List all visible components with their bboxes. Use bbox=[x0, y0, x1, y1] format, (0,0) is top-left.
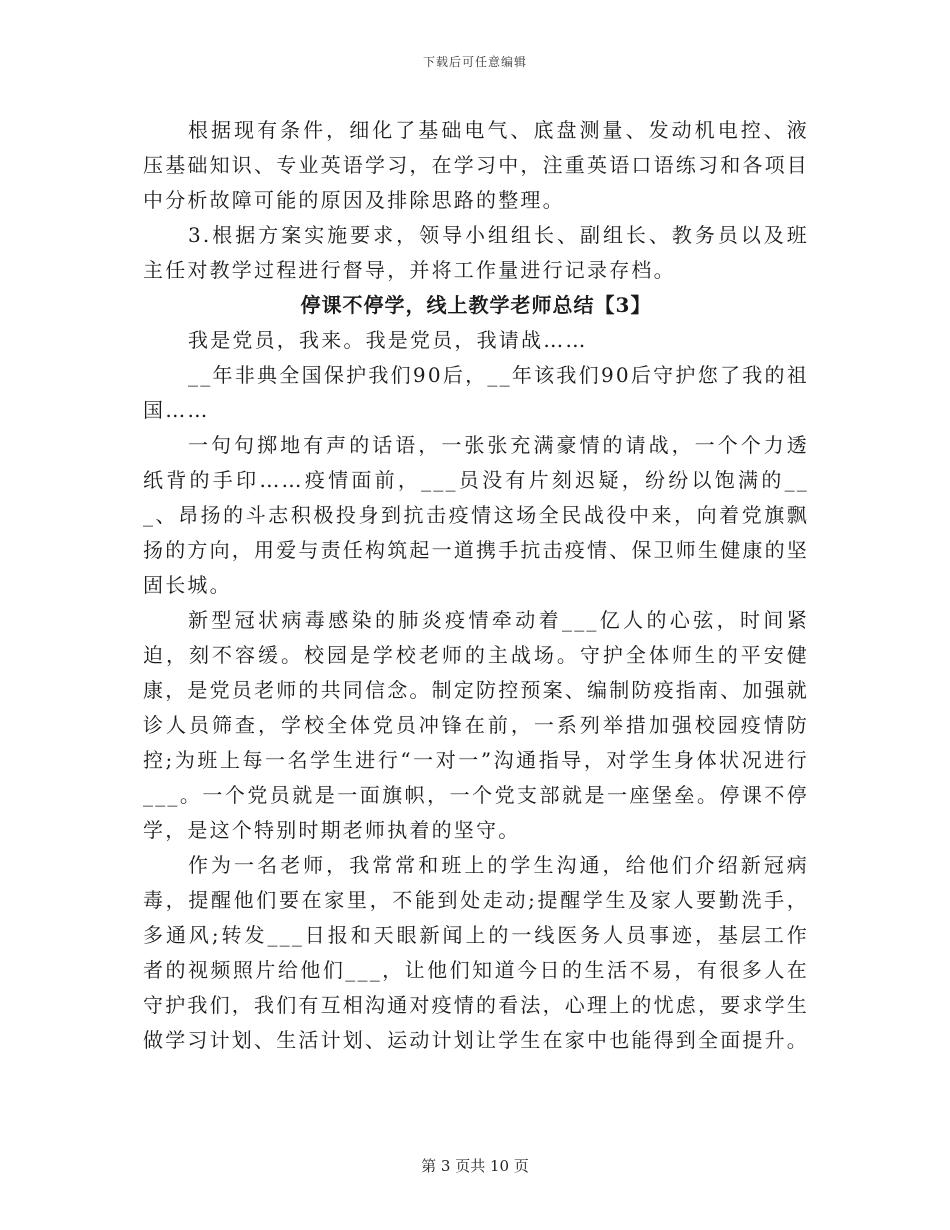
section-title: 停课不停学，线上教学老师总结【3】 bbox=[300, 293, 652, 317]
document-body bbox=[143, 113, 809, 1058]
page-number-footer: 第 3 页共 10 页 bbox=[421, 1157, 529, 1175]
body-paragraph: 我是党员，我来。我是党员，我请战…… bbox=[188, 328, 588, 352]
body-paragraph: __年非典全国保护我们90后，__年该我们90后守护您了我的祖国…… bbox=[143, 363, 809, 422]
body-paragraph: 作为一名老师，我常常和班上的学生沟通，给他们介绍新冠病毒，提醒他们要在家里，不能到处走动;提醒学生及家人要勤洗手，多通风;转发___日报和天眼新闻上的一线医务人员事迹，基层工作者的视频照片给他们___，让他们知道今日的生活不易，有很多人在守护我们，我们有互相沟通对疫情的看法，心理上的忧虑，要求学生做学习计划、生活计划、运动计划让学生在家中也能得到全面提升。 bbox=[143, 853, 809, 1052]
page-header-note: 下载后可任意编辑 bbox=[422, 55, 527, 69]
body-paragraph: 3.根据方案实施要求，领导小组组长、副组长、教务员以及班主任对教学过程进行督导，并将工作量进行记录存档。 bbox=[143, 223, 809, 282]
body-paragraph: 根据现有条件，细化了基础电气、底盘测量、发动机电控、液压基础知识、专业英语学习，在学习中，注重英语口语练习和各项目中分析故障可能的原因及排除思路的整理。 bbox=[143, 118, 809, 212]
body-paragraph: 一句句掷地有声的话语，一张张充满豪情的请战，一个个力透纸背的手印……疫情面前，___员没有片刻迟疑，纷纷以饱满的___、昂扬的斗志积极投身到抗击疫情这场全民战役中来，向着党旗飘扬的方向，用爱与责任构筑起一道携手抗击疫情、保卫师生健康的坚固长城。 bbox=[143, 433, 809, 597]
body-paragraph: 新型冠状病毒感染的肺炎疫情牵动着___亿人的心弦，时间紧迫，刻不容缓。校园是学校老师的主战场。守护全体师生的平安健康，是党员老师的共同信念。制定防控预案、编制防疫指南、加强就诊人员筛查，学校全体党员冲锋在前，一系列举措加强校园疫情防控;为班上每一名学生进行“一对一”沟通指导，对学生身体状况进行___。一个党员就是一面旗帜，一个党支部就是一座堡垒。停课不停学，是这个特别时期老师执着的坚守。 bbox=[143, 608, 809, 842]
